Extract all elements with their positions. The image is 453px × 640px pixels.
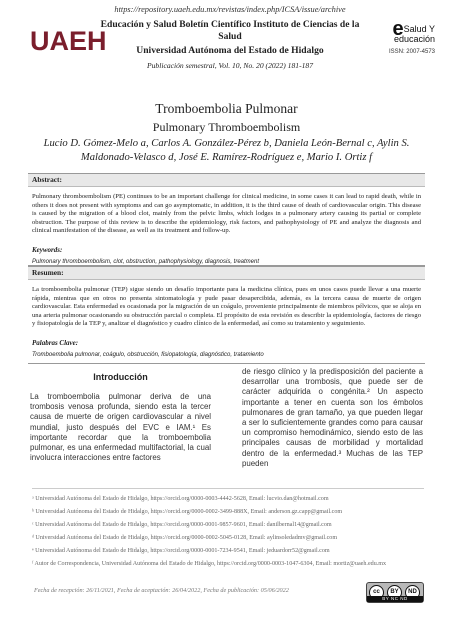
footnote-c: ᶜ Universidad Autónoma del Estado de Hidalgo, https://orcid.org/0000-0001-9857-9601, Email: danilbernal14@gmail.com bbox=[32, 522, 332, 529]
cc-icon: cc bbox=[369, 585, 384, 600]
keywords-label: Keywords: bbox=[32, 245, 63, 254]
university-name: Universidad Autónoma del Estado de Hidalgo bbox=[136, 45, 324, 56]
publication-info: Publicación semestral, Vol. 10, No. 20 (2022) 181-187 bbox=[147, 61, 313, 70]
resumen-section bbox=[28, 266, 425, 364]
salud-logo-educacion: educación bbox=[393, 34, 435, 44]
salud-logo-e: e bbox=[392, 18, 404, 40]
footnote-a: ᵃ Universidad Autónoma del Estado de Hidalgo, https://orcid.org/0000-0003-4442-5628, Email: lucvio.dan@hotmail.com bbox=[32, 496, 329, 502]
keywords-text: Pulmonary thromboembolism, clot, obstruction, pathophysiology, diagnosis, treatment bbox=[32, 258, 260, 265]
footnote-e: ᵉ Universidad Autónoma del Estado de Hidalgo, https://orcid.org/0000-0001-7234-9541, Email: jeduardorr52@gmail.com bbox=[32, 548, 330, 555]
author-footnotes bbox=[32, 488, 424, 570]
title-spanish: Tromboembolia Pulmonar bbox=[155, 101, 298, 116]
resumen-text: La tromboembolia pulmonar (TEP) sigue siendo un desafío importante para la medicina clínica, pues en unos casos puede llevar a una muerte rápida, mientras que en otros no presenta sintomatología y pude pasar desapercibida, además, es la tercera causa de muerte de origen cardiovascular. Esta enfermedad es ocasionada por la migración de un coágulo, proveniente principalmente de miembros pélvicos, que se aloja en una arteria pulmonar ocasionando su obstrucción parcial o completa. El propósito de esta revisión es describir la epidemiología, factores de riesgo y fisiopatología de la TEP y, analizar el diagnóstico y cuadro clínico de la enfermedad, así como su tratamiento y seguimiento. bbox=[32, 286, 421, 328]
intro-column-right: de riesgo clínico y la predisposición del paciente a desarrollar una trombosis, que puede ser de carácter adquirida o congénita.² Un aspecto importante a tener en cuenta son los émbolos pulmonares de gran tamaño, ya que pueden llegar a ser lo suficientemente grandes como para causar un compromiso hemodinámico, siendo esto de las principales causas de morbilidad y mortalidad dentro de la enfermedad.³ Muchas de las TEP pueden bbox=[242, 367, 423, 468]
footnote-b: ᵇ Universidad Autónoma del Estado de Hidalgo, https://orcid.org/0000-0002-3499-888X, Email: anderson.gz.capp@gmail.com bbox=[32, 509, 343, 516]
by-icon: BY bbox=[387, 585, 402, 600]
issn: ISSN: 2007-4573 bbox=[388, 49, 435, 55]
palabras-clave-label: Palabras Clave: bbox=[32, 338, 79, 347]
journal-url[interactable]: https://repository.uaeh.edu.mx/revistas/index.php/ICSA/issue/archive bbox=[114, 5, 346, 14]
footnote-d: ᵈ Universidad Autónoma del Estado de Hidalgo, https://orcid.org/0000-0002-5045-0128, Email: aylinsoledadmv@gmail.com bbox=[32, 535, 338, 542]
salud-educacion-logo bbox=[371, 18, 435, 64]
journal-header bbox=[0, 0, 453, 82]
intro-column-left: La tromboembolia pulmonar deriva de una trombosis venosa profunda, siendo esta la tercer causa de muerte de origen cardiovascular a nivel mundial, justo después del EVC e IAM.¹ Es importante recordar que la tromboembolia pulmonar, es una enfermedad multifactorial, la cual involucra interacciones entre factores bbox=[30, 392, 211, 463]
palabras-clave-text: Tromboembolia pulmonar, coágulo, obstrucción, fisiopatología, diagnóstico, tratamiento bbox=[32, 351, 264, 358]
publication-dates: Fecha de recepción: 26/11/2021, Fecha de aceptación: 26/04/2022, Fecha de publicación: 05/06/2022 bbox=[34, 587, 289, 594]
cc-license-strip: BY NC ND bbox=[367, 596, 423, 602]
cc-license-badge[interactable] bbox=[366, 582, 424, 603]
abstract-heading: Abstract: bbox=[28, 174, 425, 187]
header-center bbox=[100, 4, 360, 71]
salud-logo-salud: Salud Y bbox=[403, 24, 435, 34]
title-english: Pulmonary Thromboembolism bbox=[152, 120, 301, 134]
introduction-heading: Introducción bbox=[93, 372, 148, 382]
uaeh-logo-text: UAEH bbox=[30, 26, 107, 56]
uaeh-logo-icon bbox=[30, 26, 107, 56]
abstract-section bbox=[28, 173, 425, 266]
uaeh-logo bbox=[30, 26, 107, 56]
salud-logo-text bbox=[371, 18, 435, 44]
resumen-heading: Resumen: bbox=[28, 267, 425, 280]
abstract-text: Pulmonary thromboembolism (PE) continues to be an important challenge for clinical medicine, in some cases it can lead to rapid death, while in others it does not present with symptoms and can go asymptomatic, in addition, it is the third cause of death of cardiovascular origin. This disease is caused by the migration of a blood clot, mainly from the pelvic limbs, which lodges in a pulmonary artery causing its partial or complete obstruction. The purpose of this review is to describe the epidemiology, risk factors, and pathophysiology of PE and analyze the diagnosis and clinical manifestation of the disease, as well as its treatment and follow-up. bbox=[32, 193, 421, 235]
journal-name: Educación y Salud Boletín Científico Instituto de Ciencias de la Salud bbox=[100, 19, 360, 42]
nc-nd-icon: ND bbox=[405, 585, 420, 600]
footnote-f: ᶠ Autor de Correspondencia, Universidad Autónoma del Estado de Hidalgo, https://orcid.org/0000-0003-1047-6304, Email: mortiz@uaeh.edu.mx bbox=[32, 561, 387, 568]
author-list: Lucio D. Gómez-Melo a, Carlos A. González-Pérez b, Daniela León-Bernal c, Aylin S. Maldonado-Velasco d, José E. Ramírez-Rodríguez e, Mario I. Ortiz f bbox=[43, 138, 410, 163]
